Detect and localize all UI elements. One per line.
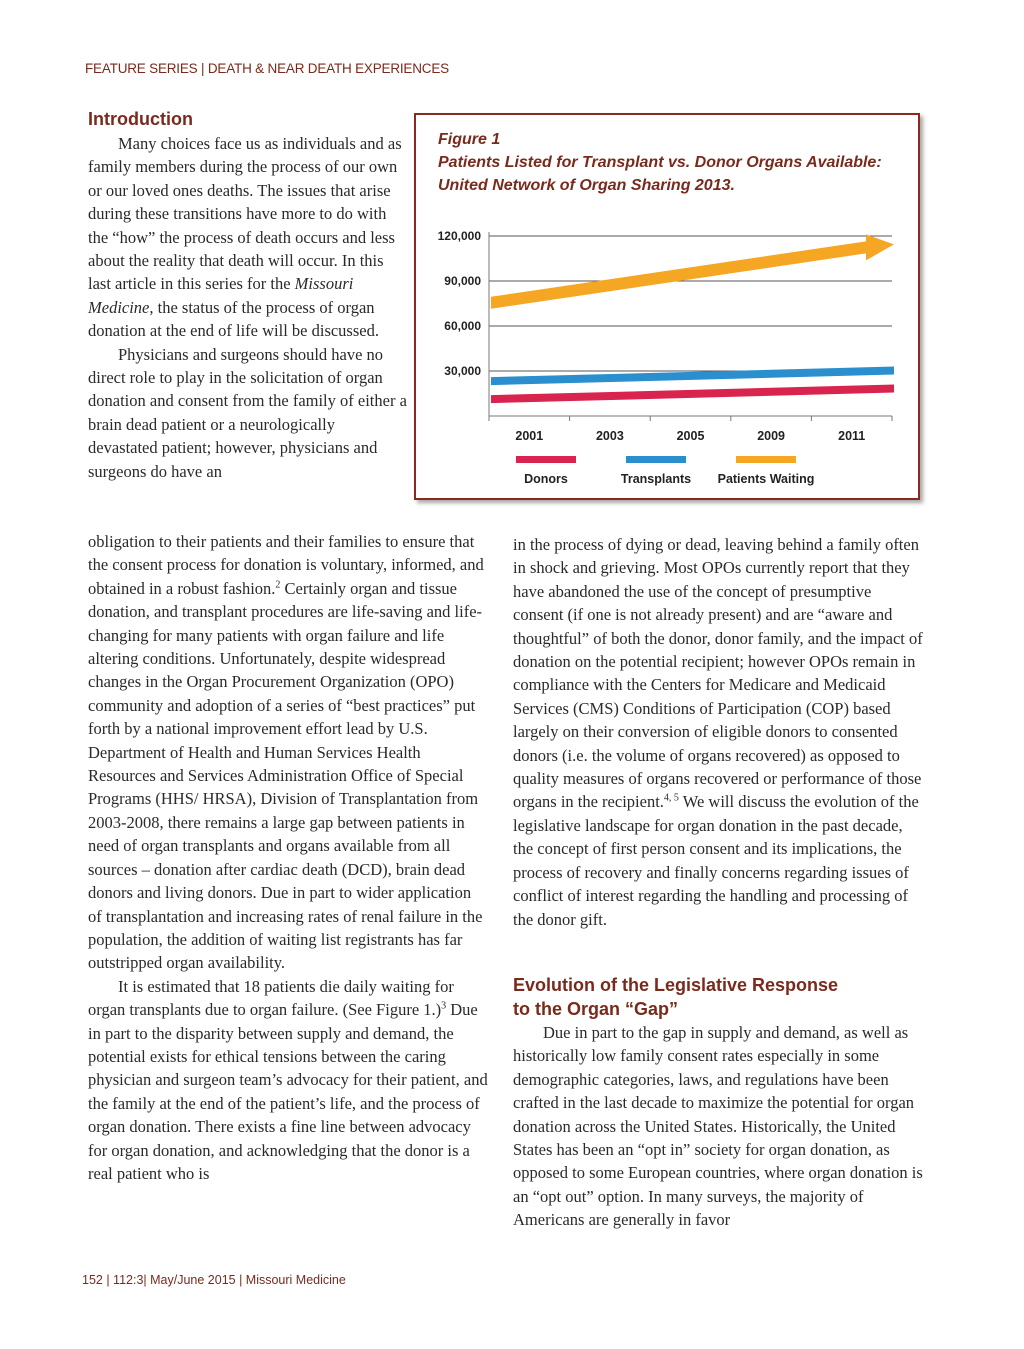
section-heading-evolution: [513, 973, 923, 1021]
figure-title-line-2: United Network of Organ Sharing 2013.: [438, 177, 735, 194]
evolution-heading-line-1: Evolution of the Legislative Response: [513, 975, 839, 995]
running-header: FEATURE SERIES | DEATH & NEAR DEATH EXPERIENCES: [85, 61, 449, 76]
legend-label: Patients Waiting: [717, 472, 815, 486]
reference-2: 2: [275, 579, 281, 591]
legend-label: Donors: [524, 472, 568, 486]
intro-p2-text-b: Certainly organ and tissue donation, and transplant procedures are life-saving and life-changing for many patients with organ failure and life altering conditions. Unfortunately, despite widespread changes in the Organ Procurement Organization (OPO) community and adoption of a series of “best practices” put forth by a national improvement effort lead by U.S. Department of Health and Human Services Health Resources and Services Administration Office of Special Programs (HHS/ HRSA), Division of Transplantation from 2003-2008, there remains a large gap between patients in need of organ transplants and organs available from all sources – donation after cardiac death (DCD), brain dead donors and living donors. Due in part to wider application of transplantation and increasing rates of renal failure in the population, the addition of waiting list registrants has far outstripped organ availability.: [88, 578, 483, 973]
figure-title-line-1: Patients Listed for Transplant vs. Donor Organs Available:: [438, 154, 882, 171]
legend-swatch: [626, 456, 686, 463]
page-footer: 152 | 112:3| May/June 2015 | Missouri Medicine: [82, 1273, 346, 1287]
intro-p2-text-a: obligation to their patients and their families to ensure that the consent process for donation is voluntary, informed, and obtained in a robust fashion.: [88, 532, 484, 598]
x-tick-label: 2009: [757, 429, 786, 443]
x-tick-label: 2003: [595, 429, 624, 443]
intro-p3-text-a: It is estimated that 18 patients die daily waiting for organ transplants due to organ failure. (See Figure 1.): [88, 976, 454, 1020]
series-line-transplants: [491, 367, 894, 386]
legend-swatch: [736, 456, 796, 463]
right-column-bottom: [513, 1021, 923, 1232]
intro-paragraph-2-top: Physicians and surgeons should have no direct role to play in the solicitation of organ donation and consent from the family of either a brain dead patient or a neurologically devastated patient; however, physicians and surgeons do have an: [88, 344, 407, 481]
intro-p1-end: , the status of the process of organ donation at the end of life will be discussed.: [88, 297, 379, 341]
y-tick-label: 30,000: [444, 364, 481, 378]
evolution-paragraph-1: Due in part to the gap in supply and demand, as well as historically low family consent rates especially in some demographic categories, laws, and regulations have been crafted in the last decade to maximize the potential for organ donation across the United States. Historically, the United States has been an “opt in” society for organ donation, as opposed to some European countries, where organ donation is an “opt out” option. In many surveys, the majority of Americans are generally in favor: [513, 1023, 923, 1230]
intro-p3-text-b: Due in part to the disparity between supply and demand, the potential exists for ethical tensions between the caring physician and surgeon team’s advocacy for their patient, and the family at the end of the patient’s life, and the process of organ donation. There exists a fine line between advocacy for organ donation, and acknowledging that the donor is a real patient who is: [88, 1000, 488, 1183]
intro-column-top: [88, 132, 408, 483]
reference-4-5: 4, 5: [663, 792, 679, 804]
intro-paragraph-3: [88, 975, 488, 1186]
right-column-top: [513, 533, 923, 931]
figure-label: Figure 1: [438, 131, 501, 148]
right-p1-text-a: in the process of dying or dead, leaving behind a family often in shock and grieving. Most OPOs currently report that they have abandoned the use of the concept of presumptive consent (if one is not already present) and are “aware and thoughtful” of both the donor, donor family, and the impact of donation on the potential recipient; however OPOs remain in compliance with the Centers for Medicare and Medicaid Services (CMS) Conditions of Participation (COP) based largely on their conversion of eligible donors to consented donors (i.e. the volume of organs recovered) as opposed to quality measures of organs recovered or performance of those organs in the recipient.: [513, 535, 923, 812]
journal-name: Missouri Medicine: [88, 274, 354, 317]
right-p1-text-b: We will discuss the evolution of the legislative landscape for organ donation in the past decade, the concept of first person consent and its implications, the process of recovery and finally concerns regarding issues of conflict of interest regarding the handling and processing of the donor gift.: [513, 792, 919, 929]
evolution-heading-line-2: to the Organ “Gap”: [513, 999, 679, 1019]
series-line-patients-waiting: [491, 234, 894, 308]
legend-label: Transplants: [620, 472, 692, 486]
series-line-donors: [491, 385, 894, 404]
y-tick-label: 120,000: [437, 229, 481, 243]
section-heading-introduction: Introduction: [88, 109, 193, 129]
right-paragraph-1: [513, 533, 923, 931]
intro-column-bottom: [88, 530, 488, 1185]
intro-p1-text: Many choices face us as individuals and as family members during the process of our own or our loved ones deaths. The issues that arise during these transitions have more to do with the “how” the process of death occurs and less about the reality that death will occur. In this last article in this series for the: [88, 134, 402, 294]
legend-swatch: [516, 456, 576, 463]
x-tick-label: 2011: [838, 429, 866, 443]
chart-svg: [416, 115, 918, 498]
x-tick-label: 2001: [515, 429, 544, 443]
figure-1: [414, 113, 920, 500]
intro-paragraph-1: [88, 132, 408, 343]
y-tick-label: 60,000: [444, 319, 481, 333]
y-tick-label: 90,000: [444, 274, 481, 288]
x-tick-label: 2005: [676, 429, 705, 443]
reference-3: 3: [441, 1000, 447, 1012]
intro-paragraph-2-continued: [88, 530, 488, 975]
